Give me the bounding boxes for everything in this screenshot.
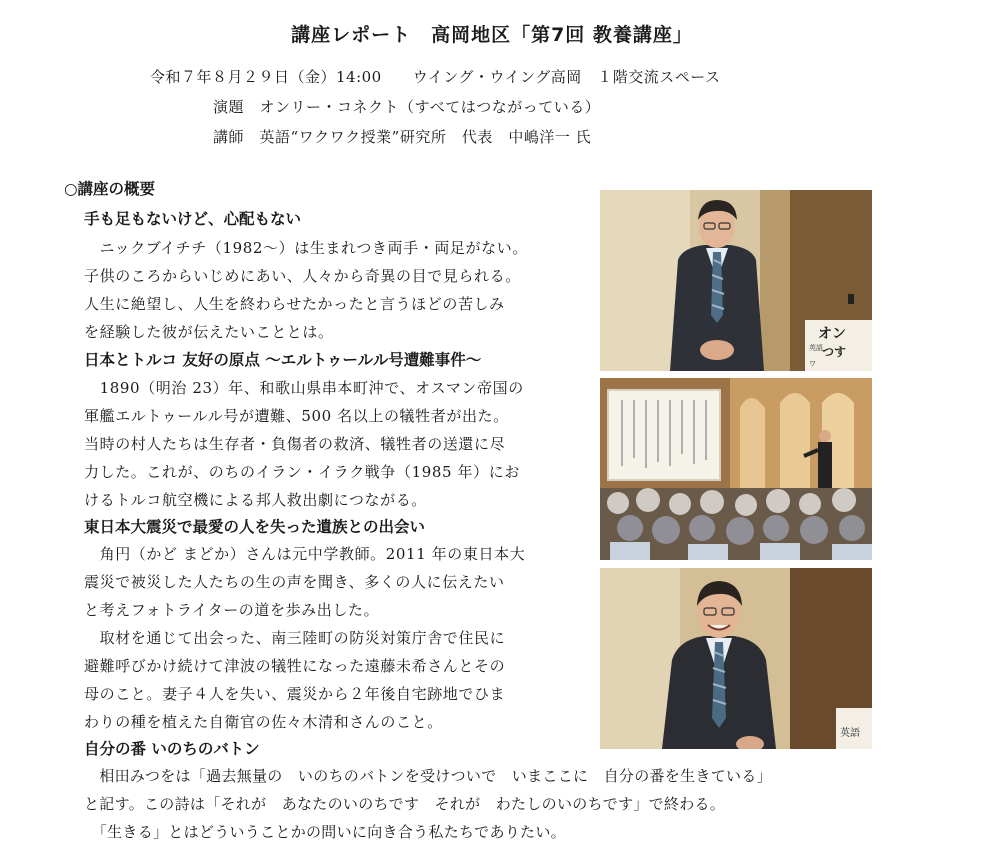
text-line: 力した。これが、のちのイラン・イラク戦争（1985 年）にお (84, 463, 520, 481)
sign-text: ワ (809, 360, 816, 368)
text-line: 1890（明治 23）年、和歌山県串本町沖で、オスマン帝国の (84, 379, 524, 397)
sign-text: つす (822, 345, 847, 359)
text-line: わりの種を植えた自衛官の佐々木清和さんのこと。 (84, 713, 443, 731)
text-line: を経験した彼が伝えたいこととは。 (84, 323, 334, 341)
section-heading-4: 自分の番 いのちのバトン (84, 740, 260, 758)
text-line: 取材を通じて出会った、南三陸町の防災対策庁舎で住民に (84, 629, 506, 647)
photo-speaker-standing (600, 190, 872, 371)
text-line: 当時の村人たちは生存者・負傷者の救済、犠牲者の送還に尽 (84, 435, 506, 453)
photo-lecture-hall (600, 378, 872, 560)
text-line: 母のこと。妻子４人を失い、震災から２年後自宅跡地でひま (84, 685, 506, 703)
sign-text: オン (818, 326, 846, 342)
text-line: ニックブイチチ（1982～）は生まれつき両手・両足がない。 (84, 239, 528, 257)
text-line: けるトルコ航空機による邦人救出劇につながる。 (84, 491, 427, 509)
overview-heading: ○講座の概要 (64, 180, 156, 198)
text-line: 角円（かど まどか）さんは元中学教師。2011 年の東日本大 (84, 545, 526, 563)
lecturer: 講師 英語“ワクワク授業”研究所 代表 中嶋洋一 氏 (213, 128, 592, 146)
text-line: 軍艦エルトゥールル号が遭難、500 名以上の犠牲者が出た。 (84, 407, 509, 425)
text-line: 避難呼びかけ続けて津波の犠牲になった遠藤未希さんとその (84, 657, 506, 675)
text-line: 人生に絶望し、人生を終わらせたかったと言うほどの苦しみ (84, 295, 505, 313)
section-heading-1: 手も足もないけど、心配もない (84, 210, 302, 228)
sign-text: 英語 (809, 344, 823, 352)
text-line: 子供のころからいじめにあい、人々から奇異の目で見られる。 (84, 267, 521, 285)
lecture-theme: 演題 オンリー・コネクト（すべてはつながっている） (213, 98, 601, 116)
sign-text: 英語 (840, 728, 860, 739)
text-line: 相田みつをは「過去無量の いのちのバトンを受けついで いまここに 自分の番を生きている」 (84, 767, 772, 785)
section-heading-3: 東日本大震災で最愛の人を失った遺族との出会い (84, 518, 426, 536)
photo-speaker-smiling (600, 568, 872, 749)
text-line: 「生きる」とはどういうことかの問いに向き合う私たちでありたい。 (84, 823, 566, 841)
text-line: 震災で被災した人たちの生の声を聞き、多くの人に伝えたい (84, 573, 505, 591)
section-heading-2: 日本とトルコ 友好の原点 ～エルトゥールル号遭難事件～ (84, 351, 482, 369)
text-line: と記す。この詩は「それが あなたのいのちです それが わたしのいのちです」で終わる。 (84, 795, 726, 813)
date-venue: 令和７年８月２９日（金）14:00 ウイング・ウイング高岡 １階交流スペース (150, 68, 721, 86)
page-title: 講座レポート 高岡地区「第7回 教養講座」 (291, 24, 693, 46)
text-line: と考えフォトライターの道を歩み出した。 (84, 601, 380, 619)
